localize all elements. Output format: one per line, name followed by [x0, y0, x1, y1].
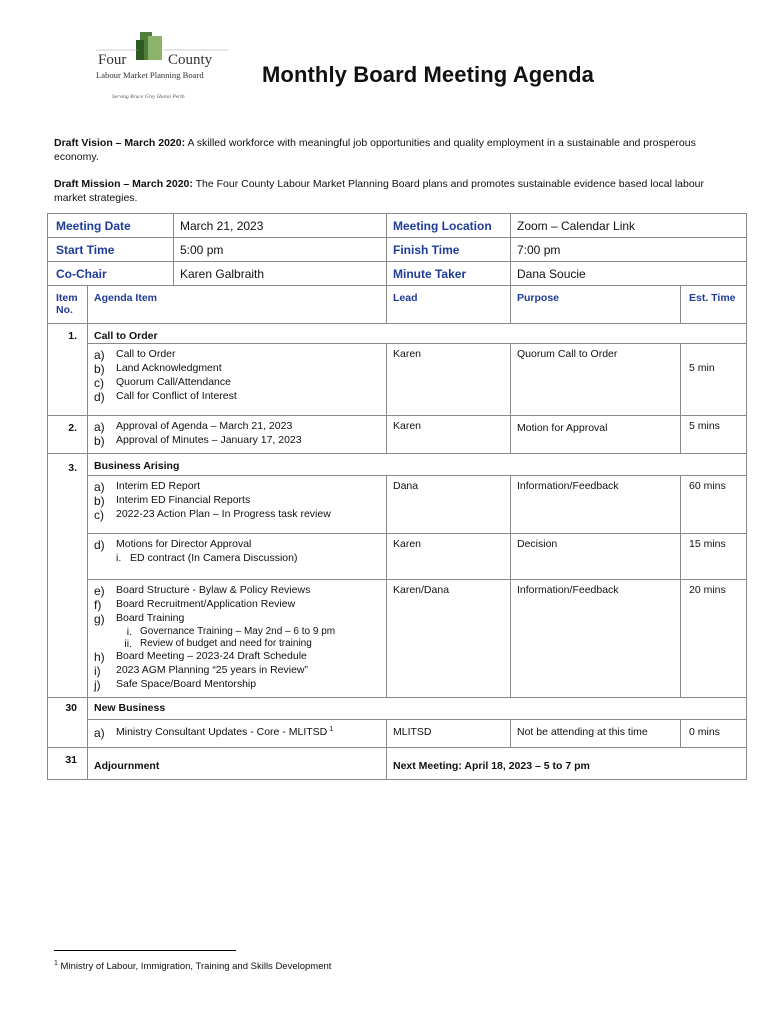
minute-taker-label: Minute Taker	[387, 262, 511, 286]
item-time: 5 mins	[681, 416, 747, 454]
list-item: e) Board Structure - Bylaw & Policy Reviews	[94, 584, 311, 598]
footnote: $^1$ Ministry of Labour, Immigration, Training and Skills Development	[54, 960, 332, 973]
vision-statement: Draft Vision – March 2020: A skilled workforce with meaningful job opportunities and quality employment in a sustainable and prosperous economy.	[54, 137, 696, 163]
item-purpose: Information/Feedback	[511, 580, 681, 698]
item-number: 2.	[48, 416, 88, 454]
item-lead: Karen	[387, 344, 511, 416]
item-lead: Karen	[387, 534, 511, 580]
item-1-row	[48, 344, 747, 416]
item-subs	[88, 344, 387, 416]
item-subs	[88, 580, 387, 698]
page-title: Monthly Board Meeting Agenda	[262, 62, 594, 87]
svg-text:County: County	[168, 52, 213, 68]
item-number: 30	[48, 698, 88, 720]
list-item: i. Governance Training – May 2nd – 6 to 9 pm	[126, 626, 336, 638]
list-item: b) Land Acknowledgment	[94, 362, 222, 376]
item-31-row	[48, 748, 747, 780]
item-subs	[88, 720, 387, 748]
col-item: Item No.	[56, 292, 78, 316]
item-30-row	[48, 720, 747, 748]
list-item: h) Board Meeting – 2023-24 Draft Schedule	[94, 650, 307, 664]
item-3-title-row	[48, 454, 747, 476]
meeting-date-label: Meeting Date	[48, 214, 174, 238]
svg-text:Serving Bruce Grey Huron Perth: Serving Bruce Grey Huron Perth	[112, 94, 185, 100]
item-number: 31	[48, 748, 88, 780]
item-1-title-row	[48, 324, 747, 344]
meeting-date-value: March 21, 2023	[174, 214, 387, 238]
meeting-location-label: Meeting Location	[387, 214, 511, 238]
finish-time-label: Finish Time	[387, 238, 511, 262]
four-county-logo	[92, 30, 232, 102]
list-item: a) Ministry Consultant Updates - Core - MLITSD 1	[94, 726, 334, 740]
next-meeting: Next Meeting: April 18, 2023 – 5 to 7 pm	[387, 748, 747, 780]
svg-text:Four: Four	[98, 52, 127, 68]
item-lead: Dana	[387, 476, 511, 534]
mission-statement: Draft Mission – March 2020: The Four County Labour Market Planning Board plans and promotes sustainable evidence based local labour market strategies.	[54, 178, 705, 204]
list-item: c) Quorum Call/Attendance	[94, 376, 231, 390]
meeting-location-value: Zoom – Calendar Link	[511, 214, 747, 238]
col-agenda: Agenda Item	[88, 286, 387, 324]
list-item: j) Safe Space/Board Mentorship	[94, 678, 257, 692]
item-time: 0 mins	[681, 720, 747, 748]
item-subs	[88, 416, 387, 454]
minute-taker-value: Dana Soucie	[511, 262, 747, 286]
item-time: 20 mins	[681, 580, 747, 698]
cochair-value: Karen Galbraith	[174, 262, 387, 286]
item-purpose: Decision	[511, 534, 681, 580]
list-item: d) Call for Conflict of Interest	[94, 390, 237, 404]
list-item: i. ED contract (In Camera Discussion)	[116, 552, 298, 564]
item-3-group-1	[48, 476, 747, 534]
item-2-row	[48, 416, 747, 454]
item-3-group-2	[48, 534, 747, 580]
item-purpose: Not be attending at this time	[511, 720, 681, 748]
list-item: g) Board Training	[94, 612, 185, 626]
agenda-table	[47, 213, 747, 780]
list-item: i) 2023 AGM Planning “25 years in Review”	[94, 664, 309, 678]
item-title: New Business	[88, 698, 747, 720]
item-title: Business Arising	[88, 454, 747, 476]
item-time: 5 min	[681, 344, 747, 416]
list-item: c) 2022-23 Action Plan – In Progress task review	[94, 508, 331, 522]
column-header-row	[48, 286, 747, 324]
meeting-date-row	[48, 214, 747, 238]
svg-text:Labour Market Planning Board: Labour Market Planning Board	[96, 70, 204, 80]
col-lead: Lead	[387, 286, 511, 324]
list-item: b) Approval of Minutes – January 17, 2023	[94, 434, 302, 448]
item-lead: MLITSD	[387, 720, 511, 748]
list-item: a) Approval of Agenda – March 21, 2023	[94, 420, 293, 434]
item-subs	[88, 476, 387, 534]
list-item: a) Call to Order	[94, 348, 176, 362]
item-subs	[88, 534, 387, 580]
finish-time-value: 7:00 pm	[511, 238, 747, 262]
start-time-value: 5:00 pm	[174, 238, 387, 262]
start-time-label: Start Time	[48, 238, 174, 262]
item-lead: Karen/Dana	[387, 580, 511, 698]
time-row	[48, 238, 747, 262]
col-purpose: Purpose	[511, 286, 681, 324]
item-number: 3.	[48, 454, 88, 476]
list-item: b) Interim ED Financial Reports	[94, 494, 251, 508]
list-item: ii. Review of budget and need for training	[124, 638, 312, 650]
item-purpose: Quorum Call to Order	[511, 344, 681, 416]
item-3-group-3	[48, 580, 747, 698]
col-time: Est. Time	[681, 286, 747, 324]
cochair-label: Co-Chair	[48, 262, 174, 286]
people-row	[48, 262, 747, 286]
item-title: Call to Order	[88, 324, 747, 344]
list-item: f) Board Recruitment/Application Review	[94, 598, 296, 612]
item-number: 1.	[48, 324, 88, 344]
list-item: d) Motions for Director Approval	[94, 538, 252, 552]
item-purpose: Information/Feedback	[511, 476, 681, 534]
item-30-title-row	[48, 698, 747, 720]
item-time: 15 mins	[681, 534, 747, 580]
item-purpose: Motion for Approval	[511, 416, 681, 454]
item-title: Adjournment	[88, 748, 387, 780]
item-time: 60 mins	[681, 476, 747, 534]
item-lead: Karen	[387, 416, 511, 454]
list-item: a) Interim ED Report	[94, 480, 201, 494]
footnote-divider	[54, 950, 236, 951]
